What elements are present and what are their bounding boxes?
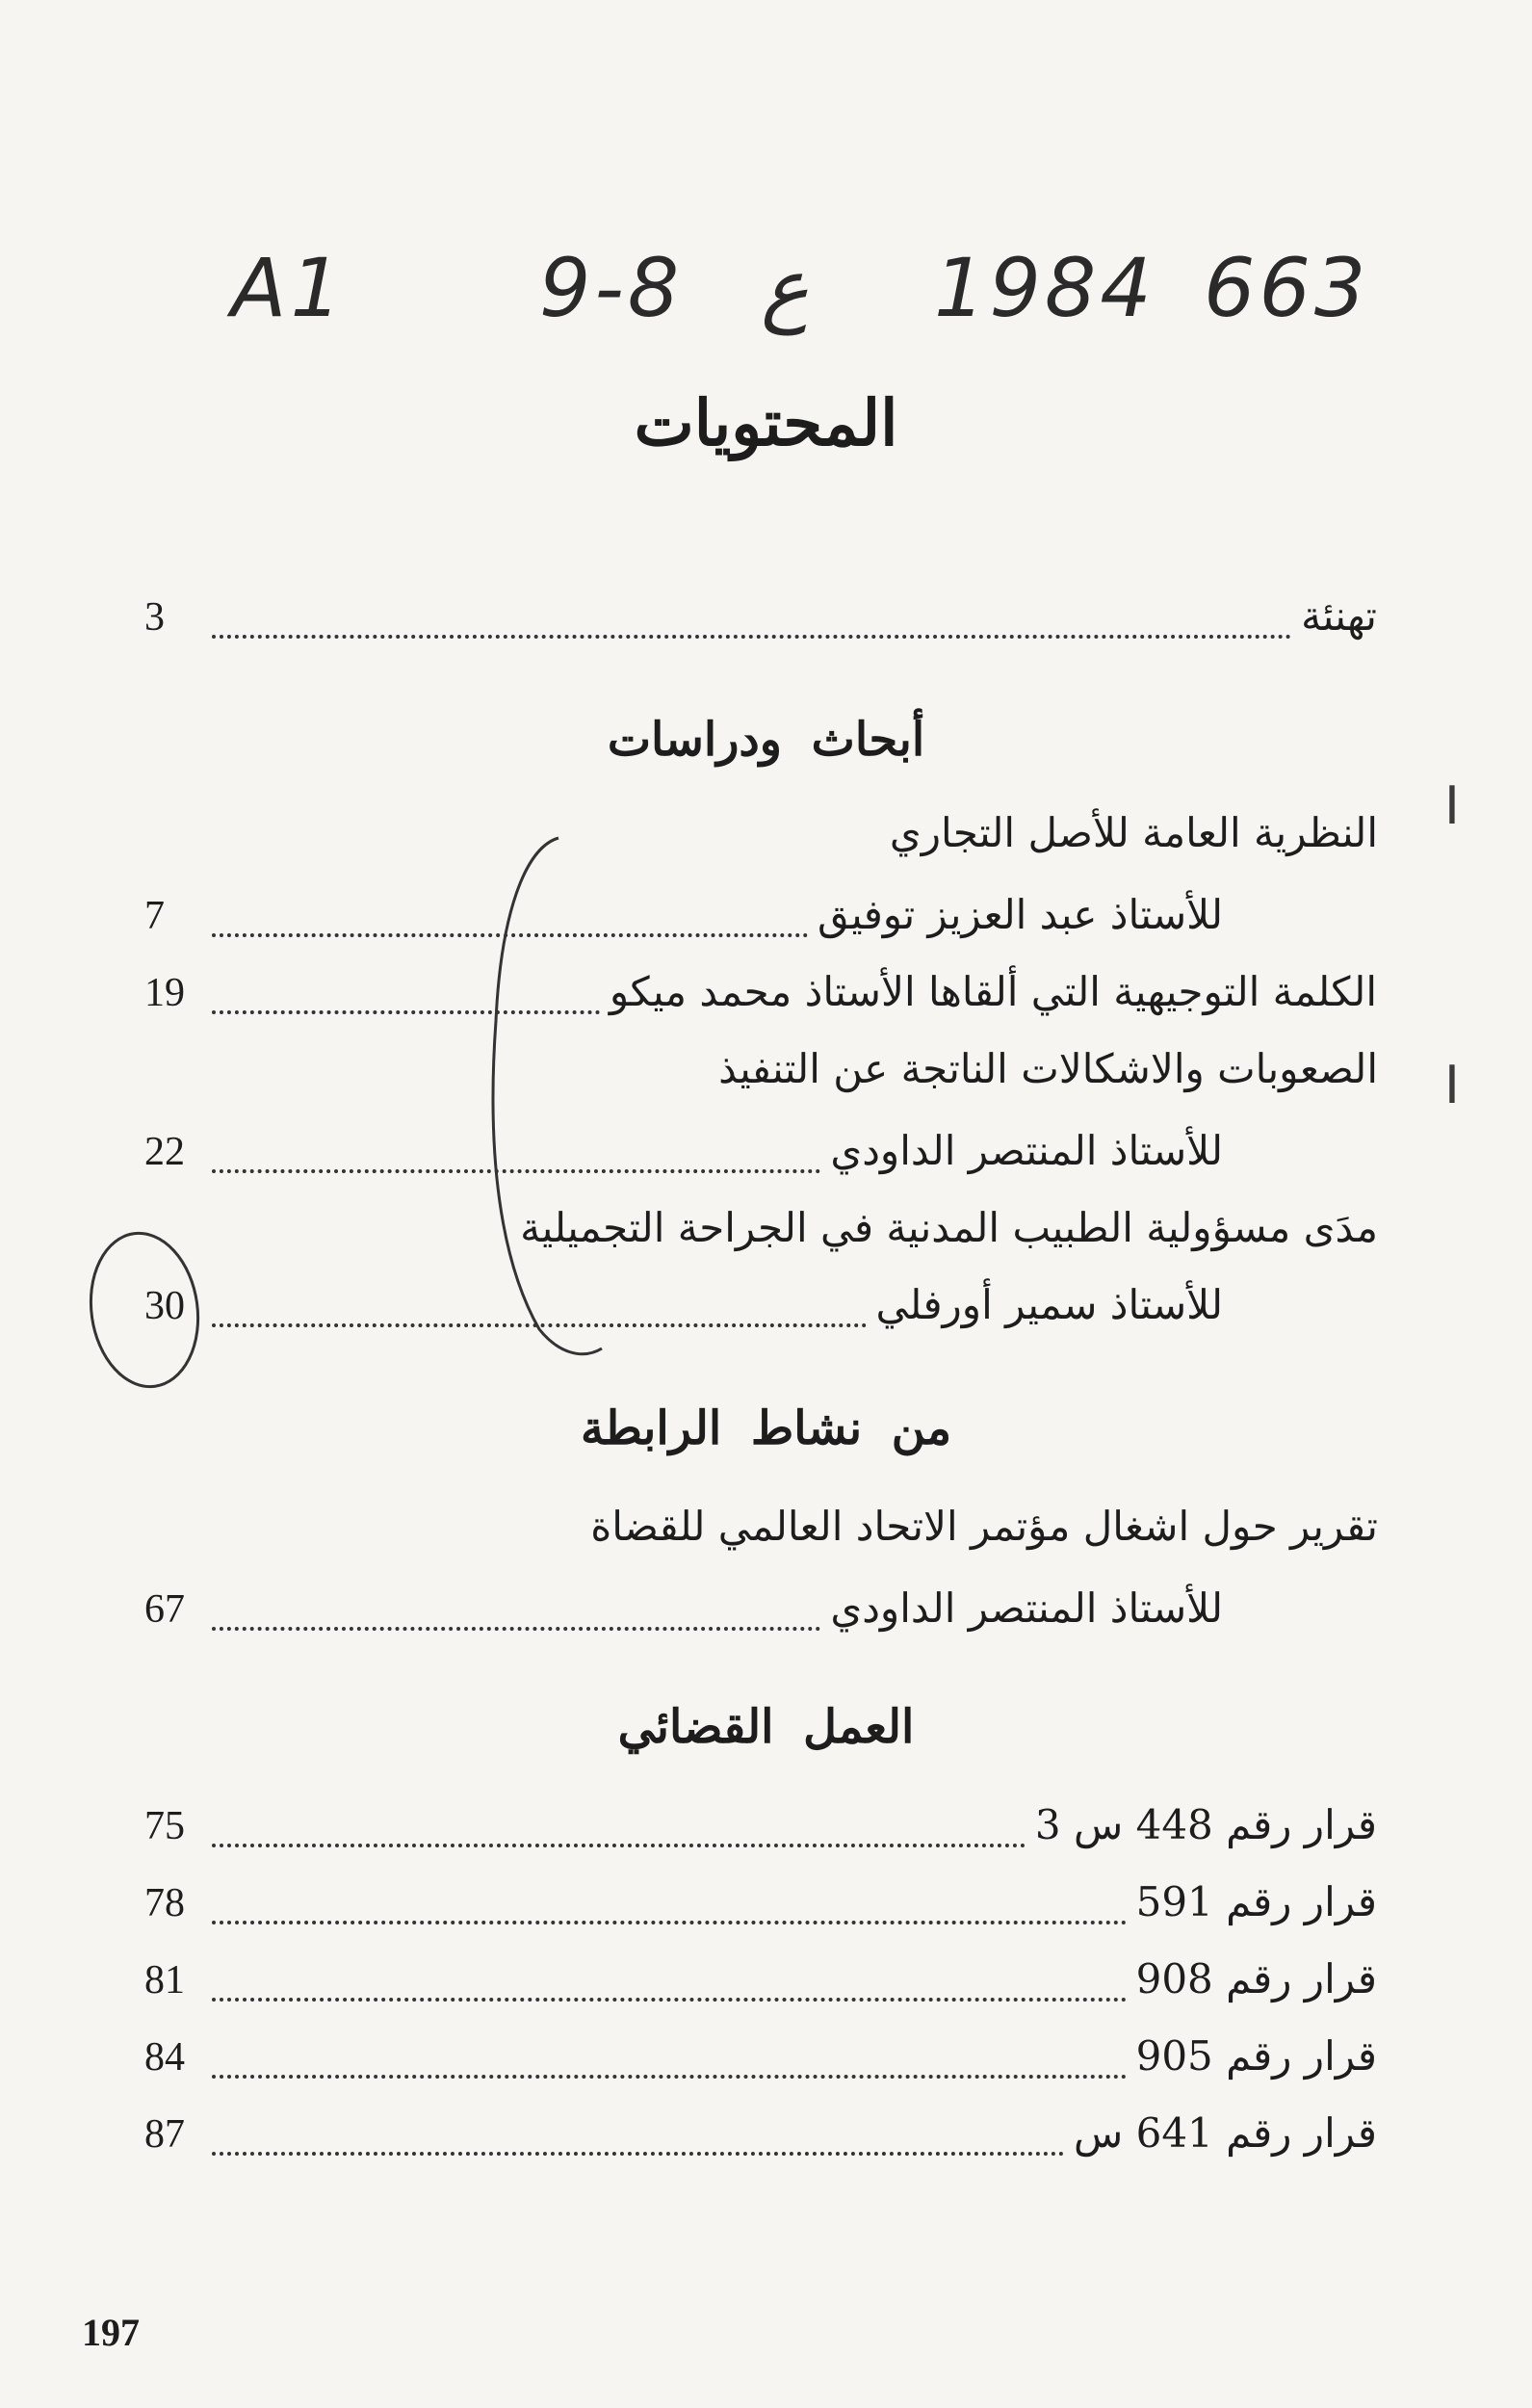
hand-note-year: 1984 bbox=[934, 241, 1155, 335]
toc-entry-author: للأستاذ سمير أورفلي bbox=[875, 1281, 1223, 1328]
leader-dots bbox=[212, 1007, 600, 1014]
toc-page-number: 81 bbox=[144, 1958, 185, 2002]
leader-dots bbox=[212, 2071, 1127, 2079]
margin-mark: I bbox=[1444, 775, 1460, 836]
hand-note-number: 663 bbox=[1204, 241, 1370, 335]
leader-dots bbox=[212, 1840, 1026, 1847]
toc-entry-title: تهنئة bbox=[1301, 592, 1377, 640]
handwritten-archive-note bbox=[221, 241, 1377, 376]
toc-entry-author-row[interactable] bbox=[144, 1281, 1223, 1348]
toc-entry-author: للأستاذ المنتصر الداودي bbox=[830, 1127, 1223, 1174]
toc-entry-decision[interactable] bbox=[144, 2109, 1377, 2177]
section-heading-research: أبحاث ودراسات bbox=[607, 713, 925, 767]
hand-note-code: A1 bbox=[231, 241, 346, 335]
leader-dots bbox=[212, 1994, 1127, 2002]
toc-entry-decision[interactable] bbox=[144, 1878, 1377, 1946]
toc-entry-title: قرار رقم 905 bbox=[1135, 2032, 1377, 2080]
section-heading-association: من نشاط الرابطة bbox=[580, 1401, 952, 1455]
toc-page-number: 3 bbox=[144, 595, 165, 640]
toc-entry-author-row[interactable] bbox=[144, 891, 1223, 958]
leader-dots bbox=[212, 631, 1291, 639]
toc-page-number: 30 bbox=[144, 1284, 185, 1328]
page-number: 197 bbox=[82, 2311, 140, 2354]
toc-entry-title: قرار رقم 641 س bbox=[1073, 2109, 1377, 2157]
toc-entry-author-row[interactable] bbox=[144, 1127, 1223, 1194]
toc-page-number: 7 bbox=[144, 894, 165, 938]
toc-page-number: 87 bbox=[144, 2112, 185, 2157]
toc-page-number: 75 bbox=[144, 1804, 185, 1848]
leader-dots bbox=[212, 929, 808, 937]
toc-entry-title: الكلمة التوجيهية التي ألقاها الأستاذ محمد ميكو bbox=[609, 968, 1377, 1015]
toc-page-number: 78 bbox=[144, 1881, 185, 1925]
toc-entry-author: للأستاذ عبد العزيز توفيق bbox=[818, 891, 1223, 938]
margin-mark: I bbox=[1444, 1055, 1460, 1115]
toc-entry-title: قرار رقم 448 س 3 bbox=[1034, 1801, 1377, 1848]
toc-entry-author: للأستاذ المنتصر الداودي bbox=[830, 1584, 1223, 1632]
toc-entry-decision[interactable] bbox=[144, 2032, 1377, 2100]
toc-page-number: 67 bbox=[144, 1587, 185, 1632]
toc-entry-decision[interactable] bbox=[144, 1955, 1377, 2023]
leader-dots bbox=[212, 1320, 867, 1327]
section-heading-judicial: العمل القضائي bbox=[617, 1700, 915, 1754]
leader-dots bbox=[212, 1623, 820, 1631]
leader-dots bbox=[212, 1917, 1127, 1924]
page-title: المحتويات bbox=[634, 385, 898, 460]
leader-dots bbox=[212, 2148, 1064, 2156]
hand-note-letter: ع bbox=[761, 241, 810, 335]
toc-page-number: 84 bbox=[144, 2035, 185, 2080]
toc-page-number: 22 bbox=[144, 1130, 185, 1174]
leader-dots bbox=[212, 1165, 820, 1173]
toc-entry-author-row[interactable] bbox=[144, 1584, 1223, 1652]
toc-entry-line[interactable]: تقرير حول اشغال مؤتمر الاتحاد العالمي للقضاة bbox=[590, 1503, 1378, 1550]
hand-note-range: 9-8 bbox=[539, 241, 684, 335]
toc-entry-line[interactable]: مدَى مسؤولية الطبيب المدنية في الجراحة التجميلية bbox=[520, 1204, 1378, 1251]
toc-entry-title: قرار رقم 591 bbox=[1135, 1878, 1377, 1925]
toc-page-number: 19 bbox=[144, 971, 185, 1015]
toc-entry-congratulation[interactable] bbox=[144, 592, 1377, 660]
toc-entry-line[interactable]: النظرية العامة للأصل التجاري bbox=[889, 809, 1378, 856]
toc-entry-decision[interactable] bbox=[144, 1801, 1377, 1869]
toc-entry-row[interactable] bbox=[144, 968, 1377, 1035]
toc-entry-line[interactable]: الصعوبات والاشكالات الناتجة عن التنفيذ bbox=[718, 1045, 1378, 1092]
toc-entry-title: قرار رقم 908 bbox=[1135, 1955, 1377, 2002]
